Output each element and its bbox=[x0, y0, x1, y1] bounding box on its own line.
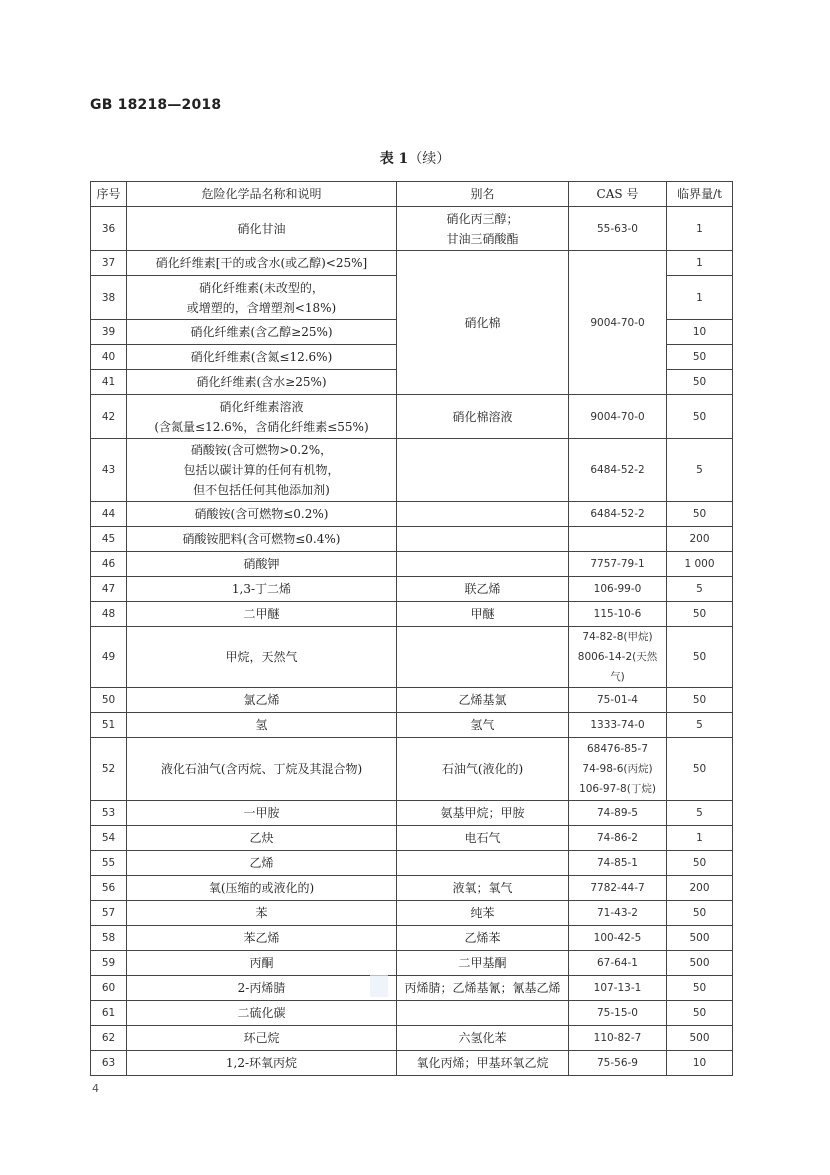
cell-alias bbox=[397, 439, 569, 502]
cell-name bbox=[127, 688, 397, 713]
cell-name-line: 硝化纤维素溶液 bbox=[219, 399, 304, 414]
cell-alias bbox=[397, 207, 569, 251]
cell-name-line: 环己烷 bbox=[243, 1031, 280, 1045]
cell-no: 38 bbox=[91, 276, 127, 320]
cell-name bbox=[127, 851, 397, 876]
cell-cas-line: 55-63-0 bbox=[597, 222, 638, 235]
cell-cas bbox=[569, 502, 667, 527]
table-body bbox=[91, 207, 733, 1076]
table-row bbox=[91, 688, 733, 713]
cell-alias bbox=[397, 395, 569, 439]
cell-no: 36 bbox=[91, 207, 127, 251]
cell-alias-line: 氨基甲烷；甲胺 bbox=[440, 806, 525, 820]
cell-no: 56 bbox=[91, 876, 127, 901]
cell-threshold: 50 bbox=[667, 602, 733, 627]
cell-alias bbox=[397, 713, 569, 738]
cell-name bbox=[127, 395, 397, 439]
cell-name bbox=[127, 602, 397, 627]
cell-name-line: 硝化纤维素(含水≥25%) bbox=[196, 375, 327, 389]
cell-no: 37 bbox=[91, 251, 127, 276]
cell-name bbox=[127, 502, 397, 527]
cell-cas-line: 6484-52-2 bbox=[590, 464, 645, 476]
cell-name-line: 丙酮 bbox=[249, 956, 274, 970]
cell-name bbox=[127, 251, 397, 276]
cell-name bbox=[127, 527, 397, 552]
standard-number: GB 18218—2018 bbox=[90, 97, 222, 113]
table-row bbox=[91, 1026, 733, 1051]
cell-no: 48 bbox=[91, 602, 127, 627]
cell-threshold: 5 bbox=[667, 439, 733, 502]
table-row bbox=[91, 851, 733, 876]
page-number: 4 bbox=[92, 1082, 99, 1095]
cell-alias bbox=[397, 801, 569, 826]
cell-name-line: 硝化纤维素[干的或含水(或乙醇)<25%] bbox=[155, 256, 368, 270]
table-row bbox=[91, 876, 733, 901]
cell-name-line: 氧(压缩的或液化的) bbox=[208, 881, 315, 895]
cell-alias bbox=[397, 1001, 569, 1026]
cell-alias-line: 石油气(液化的) bbox=[441, 762, 524, 776]
table-row bbox=[91, 901, 733, 926]
cell-name bbox=[127, 627, 397, 688]
cell-alias bbox=[397, 901, 569, 926]
cell-alias-line: 联乙烯 bbox=[464, 582, 501, 596]
cell-threshold: 1 bbox=[667, 251, 733, 276]
cell-threshold: 50 bbox=[667, 502, 733, 527]
cell-alias-line: 甲醚 bbox=[470, 607, 495, 621]
cell-cas-line: 100-42-5 bbox=[593, 932, 642, 944]
cell-alias-line: 丙烯腈；乙烯基氰；氰基乙烯 bbox=[404, 981, 561, 995]
cell-alias bbox=[397, 826, 569, 851]
cell-no: 59 bbox=[91, 951, 127, 976]
cell-cas bbox=[569, 1026, 667, 1051]
cell-name bbox=[127, 1026, 397, 1051]
cell-name bbox=[127, 370, 397, 395]
table-row bbox=[91, 627, 733, 688]
cell-name bbox=[127, 826, 397, 851]
cell-name-line: 2-丙烯腈 bbox=[237, 981, 286, 995]
cell-alias bbox=[397, 577, 569, 602]
cell-threshold: 200 bbox=[667, 527, 733, 552]
cell-no: 43 bbox=[91, 439, 127, 502]
cell-threshold: 10 bbox=[667, 320, 733, 345]
cell-alias bbox=[397, 951, 569, 976]
cell-cas-line: 1333-74-0 bbox=[590, 719, 645, 731]
table-row bbox=[91, 1051, 733, 1076]
cell-name-line: 二硫化碳 bbox=[237, 1006, 286, 1020]
cell-name-line: 硝酸铵(含可燃物≤0.2%) bbox=[194, 507, 329, 521]
cell-no: 46 bbox=[91, 552, 127, 577]
cell-cas bbox=[569, 951, 667, 976]
cell-alias bbox=[397, 851, 569, 876]
cell-name-line: 苯乙烯 bbox=[243, 931, 280, 945]
cell-cas bbox=[569, 602, 667, 627]
cell-alias bbox=[397, 976, 569, 1001]
cell-alias-line: 乙烯苯 bbox=[464, 931, 501, 945]
cell-name bbox=[127, 713, 397, 738]
cell-cas bbox=[569, 926, 667, 951]
cell-no: 49 bbox=[91, 627, 127, 688]
cell-cas bbox=[569, 395, 667, 439]
cell-name-line: 二甲醚 bbox=[243, 607, 280, 621]
cell-name bbox=[127, 901, 397, 926]
cell-alias-line: 硝化棉溶液 bbox=[452, 409, 513, 424]
cell-threshold: 500 bbox=[667, 1026, 733, 1051]
cell-cas-line: 74-82-8(甲烷) bbox=[582, 631, 653, 643]
cell-alias-line: 甘油三硝酸酯 bbox=[446, 231, 519, 246]
cell-threshold: 5 bbox=[667, 713, 733, 738]
cell-alias bbox=[397, 552, 569, 577]
cell-name-line: 苯 bbox=[255, 906, 268, 920]
cell-threshold: 50 bbox=[667, 345, 733, 370]
cell-no: 42 bbox=[91, 395, 127, 439]
cell-cas-line: 106-99-0 bbox=[593, 583, 642, 595]
cell-alias: 硝化棉 bbox=[397, 251, 569, 395]
cell-cas bbox=[569, 552, 667, 577]
cell-cas-line: 8006-14-2(天然气) bbox=[577, 651, 658, 683]
table-title-suffix: （续） bbox=[408, 151, 451, 167]
cell-name bbox=[127, 738, 397, 801]
cell-alias bbox=[397, 627, 569, 688]
cell-name-line: 氢 bbox=[255, 718, 268, 732]
table-row bbox=[91, 251, 733, 276]
cell-alias-line: 液氧；氧气 bbox=[452, 881, 513, 895]
table-row bbox=[91, 926, 733, 951]
cell-no: 51 bbox=[91, 713, 127, 738]
table-row bbox=[91, 951, 733, 976]
cell-cas: 9004-70-0 bbox=[569, 251, 667, 395]
cell-no: 62 bbox=[91, 1026, 127, 1051]
cell-cas bbox=[569, 527, 667, 552]
cell-threshold: 1 000 bbox=[667, 552, 733, 577]
cell-cas bbox=[569, 826, 667, 851]
cell-no: 45 bbox=[91, 527, 127, 552]
cell-alias bbox=[397, 876, 569, 901]
cell-threshold: 10 bbox=[667, 1051, 733, 1076]
cell-threshold: 50 bbox=[667, 1001, 733, 1026]
cell-cas-line: 74-98-6(丙烷) bbox=[582, 763, 653, 775]
cell-name-line: 一甲胺 bbox=[243, 806, 280, 820]
cell-no: 52 bbox=[91, 738, 127, 801]
table-row bbox=[91, 976, 733, 1001]
cell-threshold: 500 bbox=[667, 926, 733, 951]
cell-cas bbox=[569, 976, 667, 1001]
cell-no: 54 bbox=[91, 826, 127, 851]
cell-alias-line: 纯苯 bbox=[470, 906, 495, 920]
cell-threshold: 50 bbox=[667, 738, 733, 801]
cell-name bbox=[127, 320, 397, 345]
table-header-row bbox=[91, 182, 733, 207]
table-row bbox=[91, 439, 733, 502]
cell-alias bbox=[397, 602, 569, 627]
table-row bbox=[91, 713, 733, 738]
cell-no: 50 bbox=[91, 688, 127, 713]
cell-cas-line: 110-82-7 bbox=[593, 1032, 642, 1044]
cell-threshold: 1 bbox=[667, 207, 733, 251]
hazardous-chemicals-table bbox=[90, 181, 733, 1076]
cell-name bbox=[127, 577, 397, 602]
cell-cas-line: 115-10-6 bbox=[593, 608, 642, 620]
cell-name-line: 硝酸钾 bbox=[243, 557, 280, 571]
cell-name-line: 但不包括任何其他添加剂) bbox=[193, 483, 330, 497]
table-row bbox=[91, 801, 733, 826]
cell-no: 63 bbox=[91, 1051, 127, 1076]
cell-alias-line: 氧化丙烯；甲基环氧乙烷 bbox=[416, 1056, 549, 1070]
cell-cas-line: 74-89-5 bbox=[597, 807, 638, 819]
cell-name bbox=[127, 439, 397, 502]
cell-cas bbox=[569, 207, 667, 251]
cell-threshold: 50 bbox=[667, 851, 733, 876]
cell-name-line: 硝化纤维素(含乙醇≥25%) bbox=[190, 325, 333, 339]
cell-cas bbox=[569, 1001, 667, 1026]
cell-no: 39 bbox=[91, 320, 127, 345]
table-row bbox=[91, 527, 733, 552]
cell-no: 41 bbox=[91, 370, 127, 395]
cell-no: 44 bbox=[91, 502, 127, 527]
cell-name bbox=[127, 951, 397, 976]
cell-cas-line: 71-43-2 bbox=[597, 907, 638, 919]
table-row bbox=[91, 395, 733, 439]
cell-cas-line: 75-01-4 bbox=[597, 694, 638, 706]
cell-cas bbox=[569, 688, 667, 713]
cell-name-line: 硝酸铵(含可燃物>0.2%， bbox=[190, 443, 333, 457]
table-row bbox=[91, 602, 733, 627]
cell-cas bbox=[569, 851, 667, 876]
cell-alias-line: 六氢化苯 bbox=[458, 1031, 507, 1045]
table-row bbox=[91, 552, 733, 577]
cell-alias bbox=[397, 527, 569, 552]
cell-alias bbox=[397, 688, 569, 713]
cell-threshold: 50 bbox=[667, 901, 733, 926]
table-row bbox=[91, 1001, 733, 1026]
table-title bbox=[0, 148, 830, 168]
cell-no: 47 bbox=[91, 577, 127, 602]
cell-name bbox=[127, 876, 397, 901]
cell-name-line: 硝酸铵肥料(含可燃物≤0.4%) bbox=[182, 532, 341, 546]
cell-name bbox=[127, 207, 397, 251]
cell-threshold: 50 bbox=[667, 370, 733, 395]
cell-name bbox=[127, 345, 397, 370]
cell-cas-line: 68476-85-7 bbox=[586, 743, 649, 755]
cell-cas bbox=[569, 738, 667, 801]
column-header-name: 危险化学品名称和说明 bbox=[127, 182, 397, 207]
cell-name bbox=[127, 801, 397, 826]
cell-alias bbox=[397, 926, 569, 951]
cell-threshold: 500 bbox=[667, 951, 733, 976]
cell-threshold: 1 bbox=[667, 276, 733, 320]
watermark-logo bbox=[370, 975, 388, 997]
cell-alias-line: 硝化丙三醇； bbox=[446, 211, 519, 226]
cell-threshold: 50 bbox=[667, 627, 733, 688]
cell-cas bbox=[569, 1051, 667, 1076]
cell-cas-line: 74-86-2 bbox=[597, 832, 638, 844]
column-header-no: 序号 bbox=[91, 182, 127, 207]
cell-name-line: (含氮量≤12.6%，含硝化纤维素≤55%) bbox=[154, 419, 369, 434]
table-row bbox=[91, 738, 733, 801]
cell-name-line: 包括以碳计算的任何有机物， bbox=[183, 463, 340, 477]
table-row bbox=[91, 826, 733, 851]
cell-name-line: 1,3-丁二烯 bbox=[231, 582, 292, 596]
cell-alias-line: 氢气 bbox=[470, 718, 495, 732]
cell-no: 57 bbox=[91, 901, 127, 926]
cell-alias bbox=[397, 1026, 569, 1051]
cell-name-line: 硝化纤维素(未改型的， bbox=[199, 280, 324, 295]
cell-cas bbox=[569, 876, 667, 901]
cell-name-line: 液化石油气(含丙烷、丁烷及其混合物) bbox=[160, 762, 363, 776]
cell-alias bbox=[397, 738, 569, 801]
table-title-label: 表 1 bbox=[379, 151, 409, 167]
cell-name bbox=[127, 926, 397, 951]
cell-cas-line: 7782-44-7 bbox=[590, 882, 645, 894]
cell-threshold: 1 bbox=[667, 826, 733, 851]
cell-cas bbox=[569, 439, 667, 502]
cell-name-line: 乙炔 bbox=[249, 831, 274, 845]
column-header-alias: 别名 bbox=[397, 182, 569, 207]
cell-name bbox=[127, 1051, 397, 1076]
cell-threshold: 50 bbox=[667, 395, 733, 439]
cell-name bbox=[127, 552, 397, 577]
cell-cas bbox=[569, 627, 667, 688]
cell-threshold: 50 bbox=[667, 688, 733, 713]
cell-threshold: 5 bbox=[667, 801, 733, 826]
cell-no: 55 bbox=[91, 851, 127, 876]
cell-name-line: 硝化甘油 bbox=[237, 221, 286, 236]
cell-cas-line: 74-85-1 bbox=[597, 857, 638, 869]
cell-alias-line: 二甲基酮 bbox=[458, 956, 507, 970]
cell-cas bbox=[569, 901, 667, 926]
cell-threshold: 50 bbox=[667, 976, 733, 1001]
cell-name bbox=[127, 1001, 397, 1026]
cell-alias-line: 乙烯基氯 bbox=[458, 693, 507, 707]
cell-name bbox=[127, 976, 397, 1001]
cell-cas-line: 75-15-0 bbox=[597, 1007, 638, 1019]
cell-cas bbox=[569, 801, 667, 826]
cell-name-line: 1,2-环氧丙烷 bbox=[225, 1056, 298, 1070]
table-row bbox=[91, 502, 733, 527]
cell-no: 58 bbox=[91, 926, 127, 951]
cell-alias-line: 电石气 bbox=[464, 831, 501, 845]
cell-name-line: 硝化纤维素(含氮≤12.6%) bbox=[190, 350, 333, 364]
cell-cas-line: 75-56-9 bbox=[597, 1057, 638, 1069]
cell-cas-line: 107-13-1 bbox=[593, 982, 642, 994]
cell-cas-line: 7757-79-1 bbox=[590, 558, 645, 570]
table-row bbox=[91, 577, 733, 602]
column-header-threshold: 临界量/t bbox=[667, 182, 733, 207]
cell-threshold: 200 bbox=[667, 876, 733, 901]
cell-name-line: 乙烯 bbox=[249, 856, 274, 870]
cell-cas-line: 9004-70-0 bbox=[590, 410, 645, 423]
cell-name-line: 氯乙烯 bbox=[243, 693, 280, 707]
table-row bbox=[91, 207, 733, 251]
cell-alias bbox=[397, 1051, 569, 1076]
cell-cas bbox=[569, 713, 667, 738]
cell-no: 60 bbox=[91, 976, 127, 1001]
cell-threshold: 5 bbox=[667, 577, 733, 602]
cell-cas-line: 106-97-8(丁烷) bbox=[579, 783, 656, 795]
column-header-cas: CAS 号 bbox=[569, 182, 667, 207]
cell-name bbox=[127, 276, 397, 320]
cell-cas-line: 6484-52-2 bbox=[590, 508, 645, 520]
cell-no: 61 bbox=[91, 1001, 127, 1026]
cell-alias bbox=[397, 502, 569, 527]
cell-name-line: 甲烷，天然气 bbox=[225, 650, 298, 664]
cell-cas bbox=[569, 577, 667, 602]
cell-no: 53 bbox=[91, 801, 127, 826]
cell-name-line: 或增塑的，含增塑剂<18%) bbox=[186, 300, 337, 315]
cell-no: 40 bbox=[91, 345, 127, 370]
cell-cas-line: 67-64-1 bbox=[597, 957, 638, 969]
